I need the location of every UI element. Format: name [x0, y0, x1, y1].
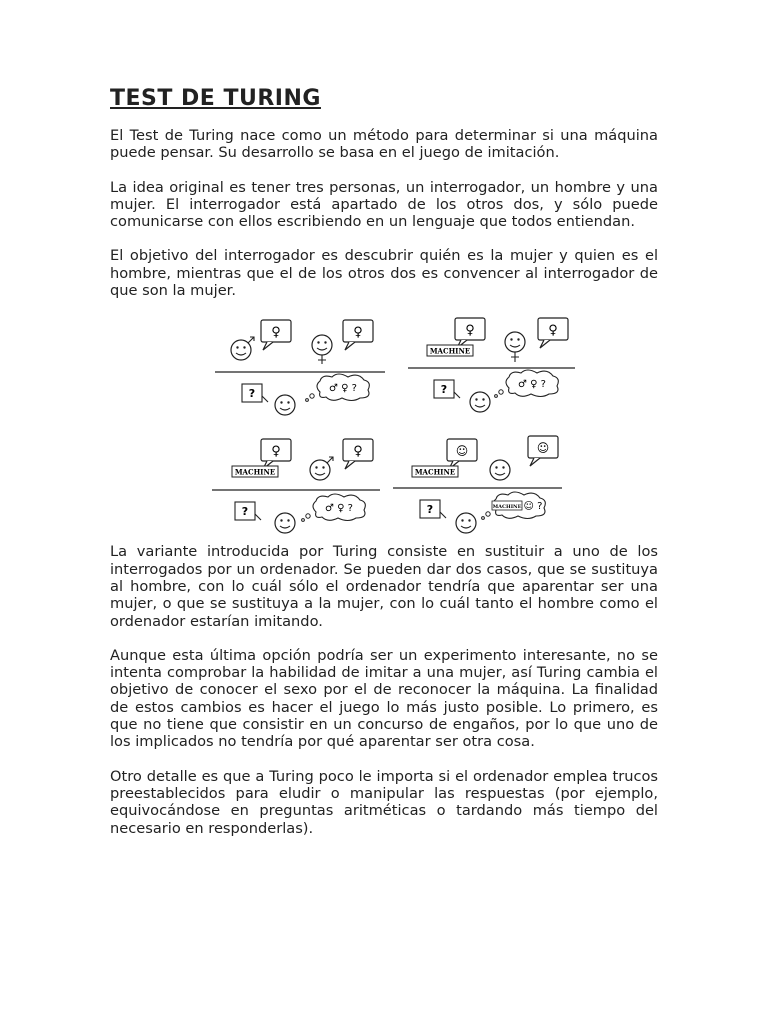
paragraph-3: El objetivo del interrogador es descubrir quién es la mujer y quien es el hombre, mientras que el de los otros dos es convencer al interrogador de que son la mujer.: [110, 247, 658, 300]
paragraph-5: Aunque esta última opción podría ser un experimento interesante, no se intenta comprobar la habilidad de imitar a una mujer, así Turing cambia el objetivo de conocer el sexo por el de reconocer la máquina. La finalidad de estos cambios es hacer el juego lo más justo posible. Lo primero, es que no tiene que consistir en un concurso de engaños, por lo que uno de los implicados no tendría por qué aparentar ser otra cosa.: [110, 646, 658, 751]
panel-machine-replaces-woman: [212, 439, 380, 533]
female-symbol-icon: ♀: [353, 325, 363, 341]
turing-test-diagram: [110, 316, 658, 538]
smiley-symbol-icon: ☺: [536, 441, 550, 456]
female-symbol-icon: ♀: [271, 444, 281, 460]
question-mark: ?: [241, 505, 249, 519]
diagram-svg: [210, 316, 580, 538]
paragraph-6: Otro detalle es que a Turing poco le importa si el ordenador emplea trucos preestablecidos para eludir o manipular las respuestas (por ejemplo, equivocándose en preguntas aritméticas o tardando más tiempo del necesario en responderlas).: [110, 767, 658, 837]
interrogator-face-icon: [456, 513, 476, 533]
cloud-text: ♂ ♀ ?: [518, 379, 546, 391]
paragraph-1: El Test de Turing nace como un método para determinar si una máquina puede pensar. Su desarrollo se basa en el juego de imitación.: [110, 127, 658, 162]
question-mark: ?: [440, 383, 448, 397]
female-symbol-icon: ♀: [548, 323, 558, 339]
document-page: [110, 86, 658, 854]
machine-label-small: MACHINE: [492, 504, 522, 511]
human-face-icon: [490, 460, 510, 480]
woman-face-icon: [505, 332, 525, 352]
interrogator-face-icon: [275, 395, 295, 415]
question-mark: ?: [248, 387, 256, 401]
panel-machine-replaces-man: [408, 318, 575, 412]
female-symbol-icon: ♀: [465, 323, 475, 339]
panel-machine-vs-human: [393, 436, 562, 533]
interrogator-face-icon: [470, 392, 490, 412]
machine-label: MACHINE: [234, 467, 276, 477]
female-symbol-icon: ♀: [271, 325, 281, 341]
interrogator-face-icon: [275, 513, 295, 533]
question-mark: ?: [426, 503, 434, 517]
cloud-text: ♂ ♀ ?: [325, 503, 353, 515]
paragraph-2: La idea original es tener tres personas, un interrogador, un hombre y una mujer. El interrogador está apartado de los otros dos, y sólo puede comunicarse con ellos escribiendo en un lenguaje que todos entiendan.: [110, 178, 658, 231]
paragraph-4: La variante introducida por Turing consiste en sustituir a uno de los interrogados por un ordenador. Se pueden dar dos casos, que se sustituya al hombre, con lo cuál sólo el ordenador tendría que aparentar ser una mujer, o que se sustituya a la mujer, con lo cuál tanto el hombre como el ordenador estarían imitando.: [110, 543, 658, 630]
page-title: TEST DE TURING: [110, 86, 321, 111]
woman-face-icon: [312, 335, 332, 355]
female-symbol-icon: ♀: [353, 444, 363, 460]
machine-label: MACHINE: [429, 346, 471, 356]
cloud-text: ☺ ?: [523, 501, 543, 513]
panel-human-game: [215, 320, 385, 415]
machine-label: MACHINE: [414, 467, 456, 477]
cloud-text: ♂ ♀ ?: [329, 383, 357, 395]
smiley-symbol-icon: ☺: [455, 444, 469, 459]
